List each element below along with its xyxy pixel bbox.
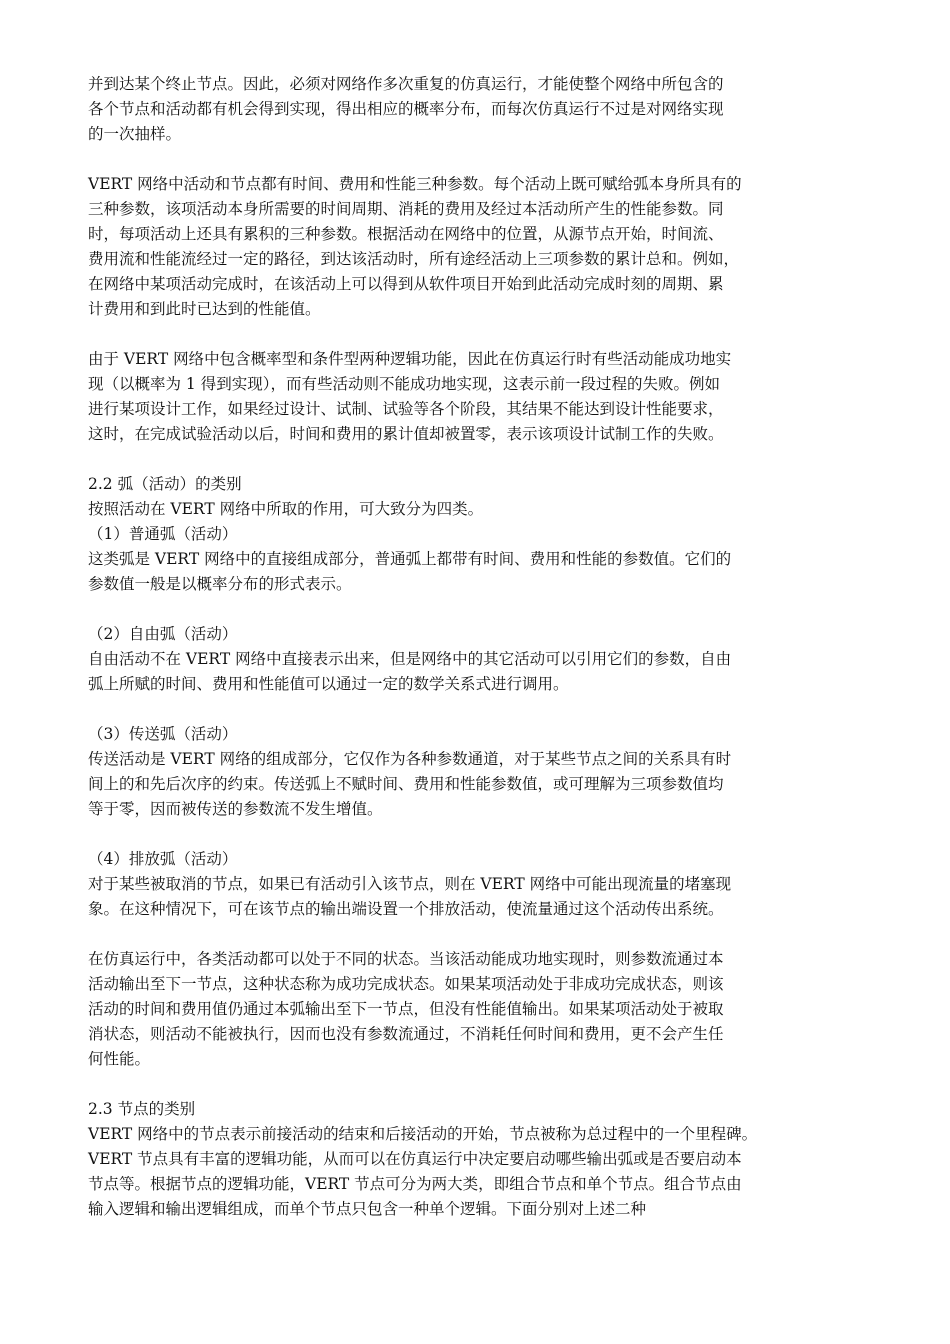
paragraph: [88, 72, 888, 147]
text-line: 时，每项活动上还具有累积的三种参数。根据活动在网络中的位置，从源节点开始，时间流、: [88, 225, 724, 243]
paragraph: [88, 1122, 888, 1222]
paragraph-gap: [88, 922, 888, 947]
paragraph: [88, 547, 888, 597]
text-line: 的一次抽样。: [88, 125, 182, 143]
text-line: 2.3 节点的类别: [88, 1100, 196, 1118]
text-line: 参数值一般是以概率分布的形式表示。: [88, 575, 352, 593]
paragraph-gap: [88, 447, 888, 472]
text-line: 何性能。: [88, 1050, 151, 1068]
paragraph: [88, 172, 888, 322]
text-line: VERT 网络中活动和节点都有时间、费用和性能三种参数。每个活动上既可赋给弧本身所具有的: [88, 175, 742, 193]
text-line: 消状态，则活动不能被执行，因而也没有参数流通过，不消耗任何时间和费用，更不会产生任: [88, 1025, 724, 1043]
text-line: 输入逻辑和输出逻辑组成，而单个节点只包含一种单个逻辑。下面分别对上述二种: [88, 1200, 647, 1218]
document-page: [88, 72, 888, 1222]
section-heading: [88, 472, 888, 497]
paragraph: [88, 872, 888, 922]
text-line: 按照活动在 VERT 网络中所取的作用，可大致分为四类。: [88, 500, 484, 518]
text-line: （1）普通弧（活动）: [88, 525, 238, 543]
text-line: 现（以概率为 1 得到实现），而有些活动则不能成功地实现，这表示前一段过程的失败。例如: [88, 375, 720, 393]
text-line: 对于某些被取消的节点，如果已有活动引入该节点，则在 VERT 网络中可能出现流量的堵塞现: [88, 875, 732, 893]
text-line: 自由活动不在 VERT 网络中直接表示出来，但是网络中的其它活动可以引用它们的参数，自由: [88, 650, 732, 668]
paragraph: [88, 647, 888, 697]
text-line: 各个节点和活动都有机会得到实现，得出相应的概率分布，而每次仿真运行不过是对网络实现: [88, 100, 724, 118]
text-line: 计费用和到此时已达到的性能值。: [88, 300, 321, 318]
text-line: （3）传送弧（活动）: [88, 725, 238, 743]
text-line: 弧上所赋的时间、费用和性能值可以通过一定的数学关系式进行调用。: [88, 675, 569, 693]
paragraph: [88, 947, 888, 1072]
text-line: 三种参数，该项活动本身所需要的时间周期、消耗的费用及经过本活动所产生的性能参数。同: [88, 200, 724, 218]
text-line: 在网络中某项活动完成时，在该活动上可以得到从软件项目开始到此活动完成时刻的周期、累: [88, 275, 724, 293]
text-line: 费用流和性能流经过一定的路径，到达该活动时，所有途经活动上三项参数的累计总和。例如，: [88, 250, 740, 268]
text-line: 传送活动是 VERT 网络的组成部分，它仅作为各种参数通道，对于某些节点之间的关系具有时: [88, 750, 732, 768]
text-line: 进行某项设计工作，如果经过设计、试制、试验等各个阶段，其结果不能达到设计性能要求，: [88, 400, 724, 418]
section-heading: [88, 1097, 888, 1122]
paragraph-gap: [88, 1072, 888, 1097]
text-line: 由于 VERT 网络中包含概率型和条件型两种逻辑功能，因此在仿真运行时有些活动能成功地实: [88, 350, 732, 368]
subsection-heading: [88, 847, 888, 872]
text-line: 活动的时间和费用值仍通过本弧输出至下一节点，但没有性能值输出。如果某项活动处于被取: [88, 1000, 724, 1018]
paragraph: [88, 747, 888, 822]
text-line: 间上的和先后次序的约束。传送弧上不赋时间、费用和性能参数值，或可理解为三项参数值均: [88, 775, 724, 793]
subsection-heading: [88, 522, 888, 547]
paragraph-gap: [88, 322, 888, 347]
text-line: 象。在这种情况下，可在该节点的输出端设置一个排放活动，使流量通过这个活动传出系统。: [88, 900, 724, 918]
paragraph-gap: [88, 147, 888, 172]
text-line: 2.2 弧（活动）的类别: [88, 475, 242, 493]
text-line: （2）自由弧（活动）: [88, 625, 238, 643]
text-line: 节点等。根据节点的逻辑功能，VERT 节点可分为两大类，即组合节点和单个节点。组合节点由: [88, 1175, 742, 1193]
paragraph-gap: [88, 822, 888, 847]
subsection-heading: [88, 622, 888, 647]
text-line: 这类弧是 VERT 网络中的直接组成部分，普通弧上都带有时间、费用和性能的参数值。它们的: [88, 550, 732, 568]
text-line: 并到达某个终止节点。因此，必须对网络作多次重复的仿真运行，才能使整个网络中所包含的: [88, 75, 724, 93]
paragraph: [88, 497, 888, 522]
text-line: 活动输出至下一节点，这种状态称为成功完成状态。如果某项活动处于非成功完成状态，则该: [88, 975, 724, 993]
text-line: 在仿真运行中，各类活动都可以处于不同的状态。当该活动能成功地实现时，则参数流通过本: [88, 950, 724, 968]
paragraph-gap: [88, 697, 888, 722]
text-line: VERT 网络中的节点表示前接活动的结束和后接活动的开始，节点被称为总过程中的一个里程碑。: [88, 1125, 758, 1143]
text-line: （4）排放弧（活动）: [88, 850, 238, 868]
text-line: 等于零，因而被传送的参数流不发生增值。: [88, 800, 383, 818]
subsection-heading: [88, 722, 888, 747]
paragraph-gap: [88, 597, 888, 622]
text-line: 这时，在完成试验活动以后，时间和费用的累计值却被置零，表示该项设计试制工作的失败。: [88, 425, 724, 443]
text-line: VERT 节点具有丰富的逻辑功能，从而可以在仿真运行中决定要启动哪些输出弧或是否要启动本: [88, 1150, 742, 1168]
paragraph: [88, 347, 888, 447]
